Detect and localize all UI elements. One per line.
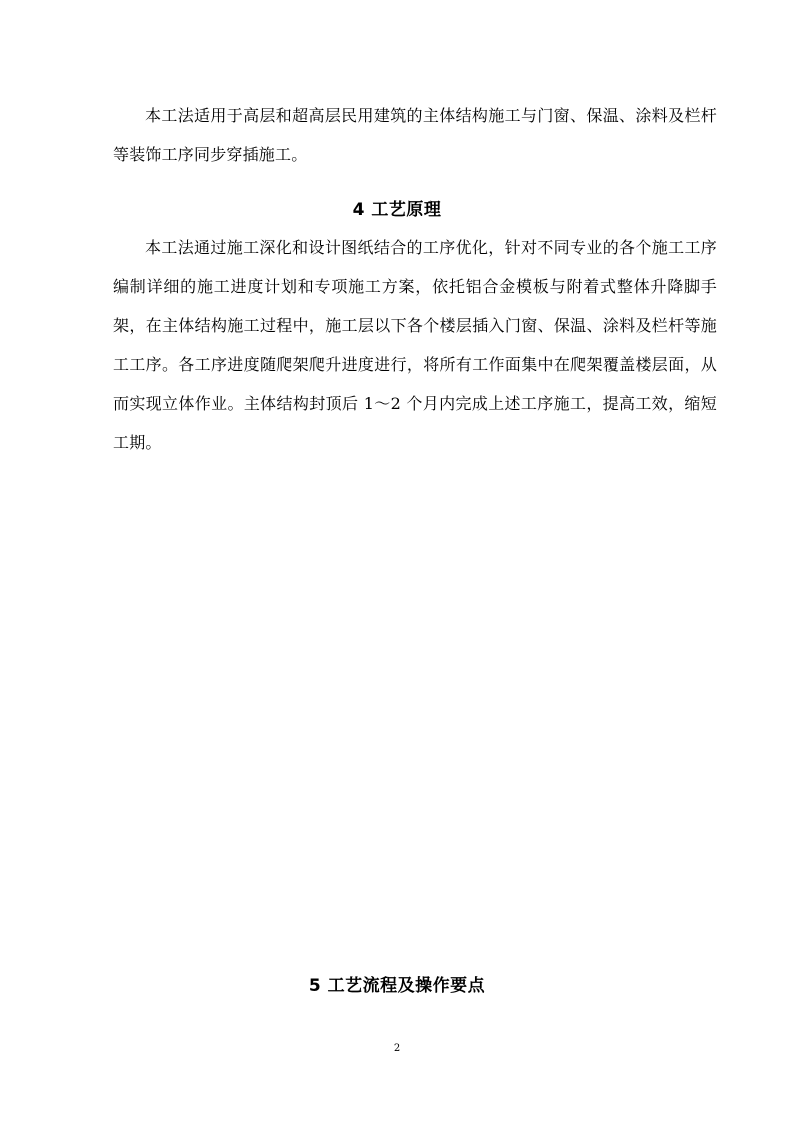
scope-paragraph: 本工法适用于高层和超高层民用建筑的主体结构施工与门窗、保温、涂料及栏杆等装饰工序同步穿插施工。 [113, 106, 717, 164]
section-5-heading: 5 工艺流程及操作要点 [308, 976, 486, 996]
page-number: 2 [393, 1043, 401, 1054]
principle-paragraph: 本工法通过施工深化和设计图纸结合的工序优化，针对不同专业的各个施工工序编制详细的施工进度计划和专项施工方案，依托铝合金模板与附着式整体升降脚手架，在主体结构施工过程中，施工层以下各个楼层插入门窗、保温、涂料及栏杆等施工工序。各工序进度随爬架爬升进度进行，将所有工作面集中在爬架覆盖楼层面，从而实现立体作业。主体结构封顶后 1～2 个月内完成上述工序施工，提高工效，缩短工期。 [113, 238, 717, 452]
section-4-heading: 4 工艺原理 [352, 200, 442, 220]
